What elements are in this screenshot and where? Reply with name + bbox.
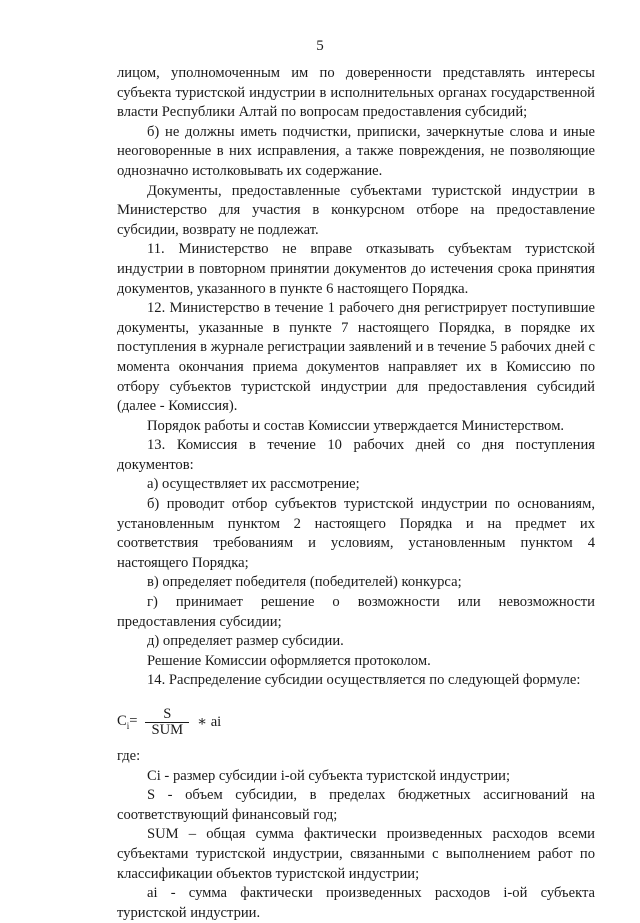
paragraph: 13. Комиссия в течение 10 рабочих дней со дня поступления документов: — [117, 437, 595, 473]
formula-denominator: SUM — [151, 721, 184, 738]
paragraph: Решение Комиссии оформляется протоколом. — [147, 652, 431, 669]
paragraph: б) проводит отбор субъектов туристской индустрии по основаниям, установленным пунктом 2 настоящего Порядка и на предмет их соответствия требованиям и условиям, установленным пунктом 4 настоящего Порядка; — [117, 496, 595, 571]
paragraph: Документы, предоставленные субъектами туристской индустрии в Министерство для участия в конкурсном отборе на предоставление субсидии, возврату не подлежат. — [117, 182, 595, 238]
paragraph: где: — [117, 748, 141, 764]
paragraph: в) определяет победителя (победителей) конкурса; — [147, 574, 462, 591]
paragraph: SUM – общая сумма фактически произведенных расходов всеми субъектами туристской индустрии, связанными с выполнением работ по классификации объектов туристской индустрии; — [117, 826, 595, 882]
paragraph: а) осуществляет их рассмотрение; — [147, 476, 360, 493]
paragraph: б) не должны иметь подчистки, приписки, зачеркнутые слова и иные неоговоренные в них исправления, а также повреждения, не позволяющие однозначно истолковывать их содержание. — [117, 123, 595, 179]
paragraphs-top — [117, 64, 595, 691]
paragraphs-bottom — [117, 747, 595, 923]
formula-rhs: ∗ ai — [197, 714, 222, 730]
formula-fraction — [145, 707, 189, 738]
paragraph: лицом, уполномоченным им по доверенности представлять интересы субъекта туристской индустрии в исполнительных органах государственной власти Республики Алтай по вопросам предоставления субсидий; — [117, 65, 595, 121]
paragraph: 11. Министерство не вправе отказывать субъектам туристской индустрии в повторном принятии документов до истечения срока принятия документов, указанного в пункте 6 настоящего Порядка. — [117, 241, 595, 297]
paragraph: д) определяет размер субсидии. — [147, 633, 344, 650]
formula-numerator: S — [163, 705, 172, 722]
paragraph: 14. Распределение субсидии осуществляется по следующей формуле: — [147, 672, 581, 689]
paragraph: г) принимает решение о возможности или невозможности предоставления субсидии; — [117, 594, 595, 630]
document-body — [117, 64, 595, 923]
paragraph: Порядок работы и состав Комиссии утверждается Министерством. — [147, 417, 565, 434]
paragraph: 12. Министерство в течение 1 рабочего дня регистрирует поступившие документы, указанные в пункте 7 настоящего Порядка, в порядке их поступления в журнале регистрации заявлений и в течение 5 рабочих дней с момента окончания приема документов направляет их в Комиссию по отбору субъектов туристской индустрии для предоставления субсидий (далее - Комиссия). — [117, 300, 595, 415]
paragraph: ai - сумма фактически произведенных расходов i-ой субъекта туристской индустрии. — [117, 885, 595, 921]
subsidy-formula — [117, 705, 595, 739]
formula-lhs: $C_i=$ — [117, 713, 138, 731]
paragraph: Ci - размер субсидии i-ой субъекта туристской индустрии; — [147, 767, 511, 784]
page-number: 5 — [316, 38, 324, 54]
paragraph: S - объем субсидии, в пределах бюджетных ассигнований на соответствующий финансовый год; — [117, 787, 595, 823]
